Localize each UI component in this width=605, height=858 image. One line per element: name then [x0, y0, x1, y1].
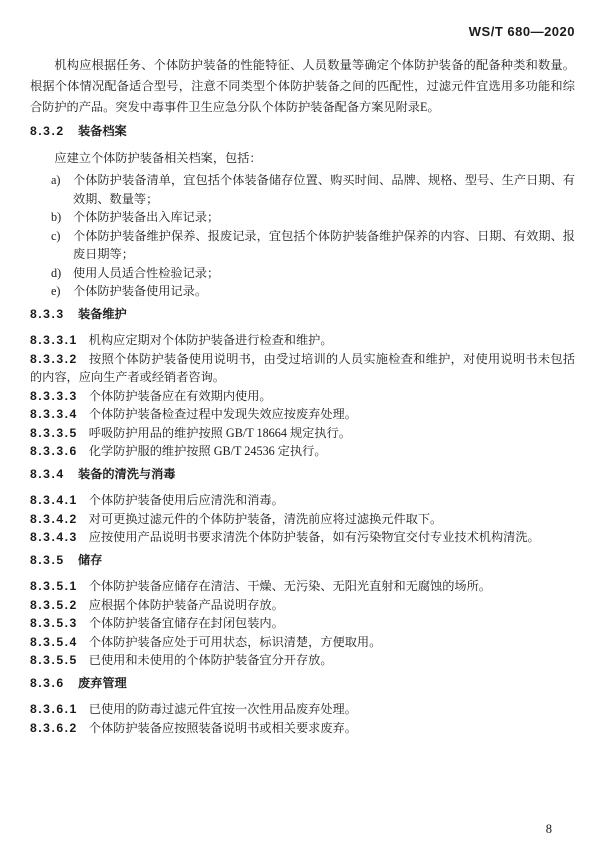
section-number: 8.3.2	[30, 124, 65, 138]
section-number: 8.3.5	[30, 552, 65, 567]
clause-text: 按照个体防护装备使用说明书，由受过培训的人员实施检查和维护，对使用说明书未包括的内容，应向生产者或经销者咨询。	[30, 351, 575, 384]
clause-paragraph	[30, 577, 575, 596]
clause-text: 应根据个体防护装备产品说明存放。	[88, 597, 284, 612]
list-item-marker: a)	[51, 173, 61, 187]
clause-text: 个体防护装备应按照装备说明书或相关要求废弃。	[88, 720, 357, 735]
section-heading	[30, 465, 575, 484]
clause-number: 8.3.4.1	[30, 493, 78, 507]
list-item	[30, 171, 575, 208]
clause-text: 个体防护装备应储存在清洁、干燥、无污染、无阳光直射和无腐蚀的场所。	[88, 579, 491, 593]
intro-paragraph: 机构应根据任务、个体防护装备的性能特征、人员数量等确定个体防护装备的配备种类和数量。根据个体情况配备适合型号，注意不同类型个体防护装备之间的匹配性，过滤元件宜选用多功能和综合防护的产品。突发中毒事件卫生应急分队个体防护装备配备方案见附录E。	[30, 58, 575, 114]
list-item-text: 个体防护装备维护保养、报废记录，宜包括个体防护装备维护保养的内容、日期、有效期、报废日期等；	[73, 228, 575, 261]
clause-text: 已使用的防毒过滤元件宜按一次性用品废弃处理。	[88, 702, 357, 716]
clause-paragraph	[30, 651, 575, 670]
clause-paragraph	[30, 596, 575, 615]
list-item	[30, 264, 575, 283]
clause-number: 8.3.3.1	[30, 333, 78, 347]
clause-text: 对可更换过滤元件的个体防护装备，清洗前应将过滤换元件取下。	[88, 511, 443, 526]
section-title: 装备维护	[78, 306, 127, 321]
section-title: 废弃管理	[78, 675, 127, 690]
clause-text: 机构应定期对个体防护装备进行检查和维护。	[88, 333, 333, 347]
clause-paragraph	[30, 331, 575, 350]
page-number: 8	[545, 822, 552, 836]
clause-paragraph	[30, 491, 575, 510]
clause-paragraph	[30, 719, 575, 738]
clause-paragraph	[30, 405, 575, 424]
clause-number: 8.3.5.4	[30, 634, 78, 649]
clause-paragraph	[30, 510, 575, 529]
clause-paragraph	[30, 614, 575, 633]
clause-paragraph	[30, 387, 575, 406]
clause-text: 已使用和未使用的个体防护装备宜分开存放。	[88, 653, 333, 667]
clause-paragraph	[30, 442, 575, 461]
section-body	[30, 149, 575, 301]
clause-number: 8.3.3.2	[30, 351, 78, 366]
section-body	[30, 700, 575, 737]
clause-number: 8.3.3.4	[30, 407, 78, 421]
section-body	[30, 577, 575, 670]
archive-list	[30, 171, 575, 301]
clause-text: 呼吸防护用品的维护按照 GB/T 18664 规定执行。	[88, 425, 351, 440]
list-item-marker: e)	[51, 284, 61, 298]
section-title: 装备的清洗与消毒	[78, 466, 176, 481]
section-heading	[30, 305, 575, 324]
section-disposal-management	[30, 674, 575, 738]
section-equipment-maintenance	[30, 305, 575, 461]
clause-number: 8.3.3.6	[30, 444, 78, 458]
clause-number: 8.3.5.2	[30, 597, 78, 612]
section-number: 8.3.3	[30, 306, 65, 321]
clause-paragraph	[30, 700, 575, 719]
section-heading	[30, 122, 575, 141]
section-number: 8.3.4	[30, 466, 65, 481]
section-title: 储存	[78, 552, 103, 567]
clause-number: 8.3.3.3	[30, 388, 78, 403]
clause-paragraph	[30, 633, 575, 652]
section-heading	[30, 674, 575, 693]
clause-number: 8.3.5.5	[30, 653, 78, 667]
list-item-marker: b)	[51, 210, 62, 224]
list-lead-paragraph: 应建立个体防护装备相关档案，包括：	[54, 150, 262, 165]
clause-text: 化学防护服的维护按照 GB/T 24536 定执行。	[88, 444, 327, 458]
list-item-text: 使用人员适合性检验记录；	[73, 265, 220, 280]
clause-text: 个体防护装备使用后应清洗和消毒。	[88, 493, 284, 507]
list-item-text: 个体防护装备清单，宜包括个体装备储存位置、购买时间、品牌、规格、型号、生产日期、有效期、数量等；	[73, 173, 575, 206]
list-item	[30, 208, 575, 227]
clause-text: 个体防护装备应在有效期内使用。	[88, 388, 272, 403]
section-heading	[30, 551, 575, 570]
section-cleaning-disinfection	[30, 465, 575, 547]
clause-number: 8.3.3.5	[30, 425, 78, 440]
section-body	[30, 331, 575, 461]
clause-text: 个体防护装备宜储存在封闭包装内。	[88, 616, 284, 630]
section-number: 8.3.6	[30, 675, 65, 690]
clause-text: 应按使用产品说明书要求清洗个体防护装备，如有污染物宜交付专业技术机构清洗。	[88, 530, 540, 544]
doc-code-header: WS/T 680—2020	[468, 24, 575, 39]
clause-paragraph	[30, 528, 575, 547]
list-item	[30, 282, 575, 301]
section-body	[30, 491, 575, 547]
clause-number: 8.3.6.2	[30, 720, 78, 735]
clause-number: 8.3.6.1	[30, 702, 78, 716]
clause-paragraph	[30, 424, 575, 443]
section-storage	[30, 551, 575, 670]
list-item	[30, 227, 575, 264]
clause-text: 个体防护装备应处于可用状态，标识清楚，方便取用。	[88, 634, 382, 649]
clause-paragraph	[30, 350, 575, 387]
list-item-text: 个体防护装备使用记录。	[73, 284, 208, 298]
section-title: 装备档案	[78, 124, 127, 138]
clause-text: 个体防护装备检查过程中发现失效应按废弃处理。	[88, 407, 357, 421]
clause-number: 8.3.5.3	[30, 616, 78, 630]
clause-number: 8.3.4.2	[30, 511, 78, 526]
list-item-marker: d)	[51, 265, 62, 280]
section-equipment-archive	[30, 122, 575, 301]
clause-number: 8.3.4.3	[30, 530, 78, 544]
clause-number: 8.3.5.1	[30, 579, 78, 593]
list-item-marker: c)	[51, 228, 61, 243]
list-item-text: 个体防护装备出入库记录；	[73, 210, 220, 224]
